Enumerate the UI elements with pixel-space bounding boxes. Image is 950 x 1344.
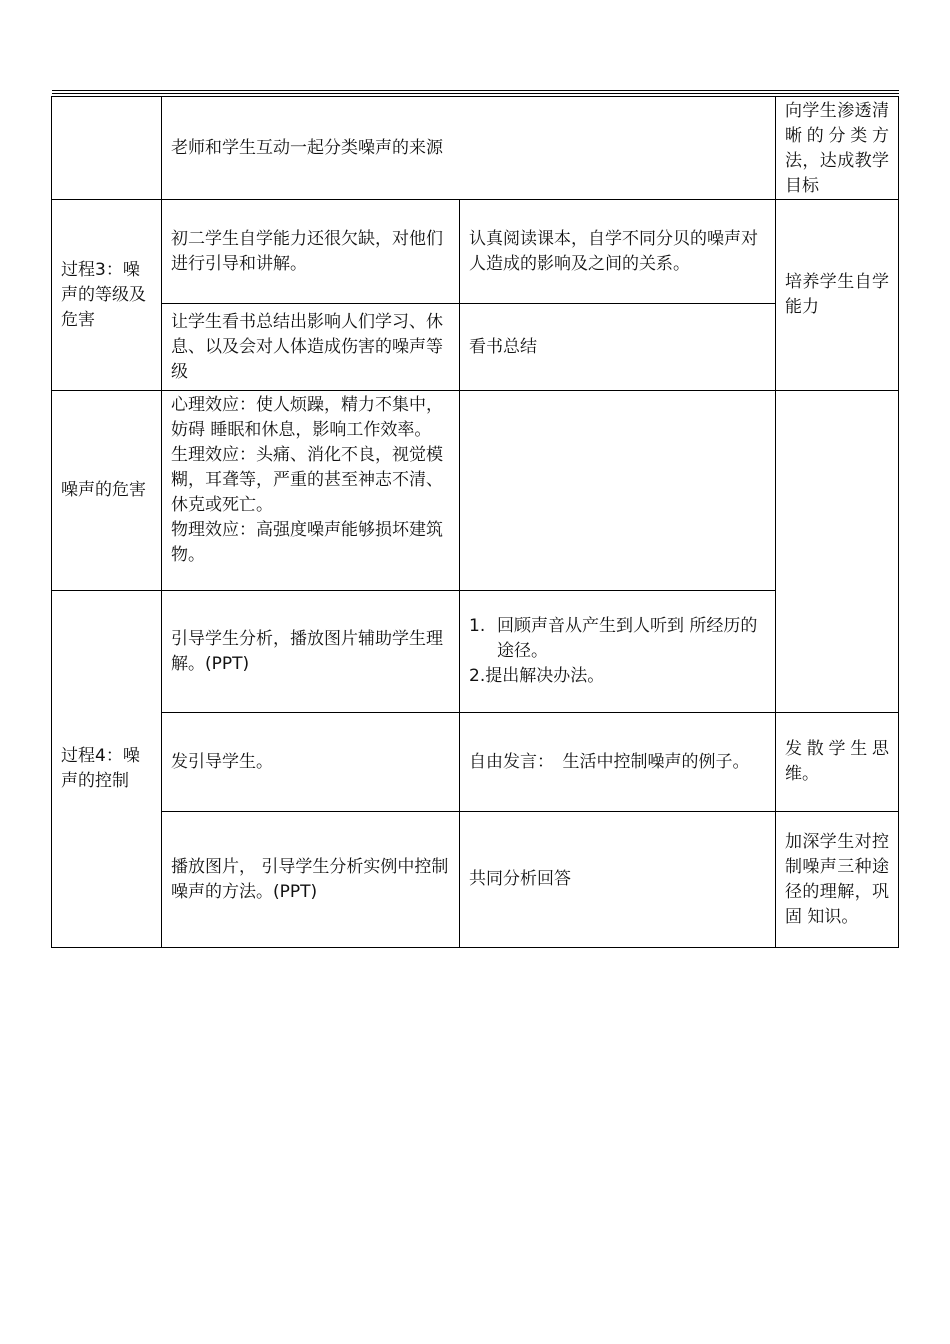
teacher-activity-cell: 让学生看书总结出影响人们学习、休息、以及会对人体造成伤害的噪声等级 <box>162 304 460 391</box>
physiological-effect-text: 生理效应：头痛、消化不良，视觉模糊，耳聋等，严重的甚至神志不清、休克或死亡。 <box>171 445 443 515</box>
stage-label-hazard: 噪声的危害 <box>52 391 162 591</box>
teacher-activity-cell: 发引导学生。 <box>162 713 460 812</box>
student-activity-cell: 认真阅读课本，自学不同分贝的噪声对人造成的影响及之间的关系。 <box>460 200 776 304</box>
table-row <box>52 391 899 591</box>
goal-cell-empty <box>776 391 899 713</box>
list-item: 2.提出解决办法。 <box>469 666 605 686</box>
teacher-activity-cell: 老师和学生互动一起分类噪声的来源 <box>162 97 776 200</box>
goal-cell: 向学生渗透清晰的分类方法，达成教学目标 <box>776 97 899 200</box>
physical-effect-text: 物理效应：高强度噪声能够损坏建筑物。 <box>171 520 443 565</box>
stage-cell-empty <box>52 97 162 200</box>
table-row <box>52 812 899 948</box>
student-activity-cell <box>460 591 776 713</box>
lesson-plan-table <box>51 96 899 948</box>
teacher-activity-cell: 播放图片， 引导学生分析实例中控制噪声的方法。(PPT) <box>162 812 460 948</box>
teacher-activity-cell: 初二学生自学能力还很欠缺，对他们进行引导和讲解。 <box>162 200 460 304</box>
goal-cell: 培养学生自学能力 <box>776 200 899 391</box>
hazard-effects-cell <box>162 391 460 591</box>
table-row <box>52 591 899 713</box>
student-activity-cell-empty <box>460 391 776 591</box>
student-activity-cell: 看书总结 <box>460 304 776 391</box>
header-rule-bottom <box>52 93 899 94</box>
student-activity-cell: 共同分析回答 <box>460 812 776 948</box>
header-rule-top <box>52 90 899 91</box>
student-activity-cell: 自由发言： 生活中控制噪声的例子。 <box>460 713 776 812</box>
goal-cell: 加深学生对控制噪声三种途径的理解，巩固 知识。 <box>776 812 899 948</box>
table-row <box>52 304 899 391</box>
stage-label-process3: 过程3：噪声的等级及危害 <box>52 200 162 391</box>
table-row <box>52 200 899 304</box>
goal-cell: 发散学生思维。 <box>776 713 899 812</box>
table-row <box>52 97 899 200</box>
list-item: 1. 回顾声音从产生到人听到 所经历的途径。 <box>469 616 758 661</box>
table-row <box>52 713 899 812</box>
psychological-effect-text: 心理效应：使人烦躁，精力不集中，妨碍 睡眠和休息，影响工作效率。 <box>171 395 443 440</box>
teacher-activity-cell: 引导学生分析，播放图片辅助学生理解。(PPT) <box>162 591 460 713</box>
stage-label-process4: 过程4：噪声的控制 <box>52 591 162 948</box>
